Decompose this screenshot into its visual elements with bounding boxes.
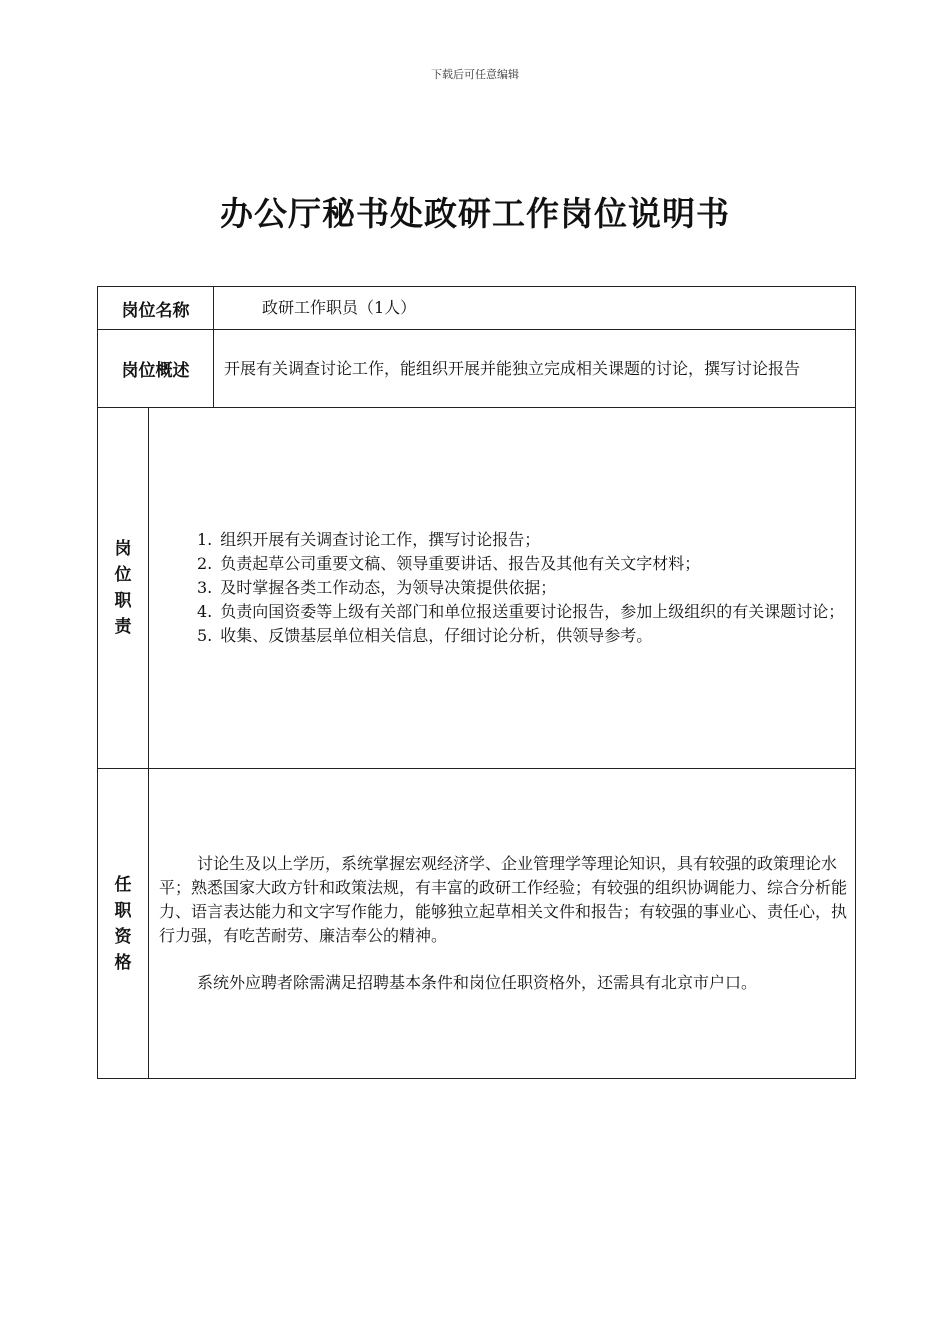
position-name-value: 政研工作职员（1人） — [214, 287, 856, 330]
row-duties — [98, 408, 856, 769]
duty-text: 负责向国资委等上级有关部门和单位报送重要讨论报告，参加上级组织的有关课题讨论； — [220, 602, 845, 621]
duty-number: 5. — [197, 626, 213, 645]
position-name-label: 岗位名称 — [98, 287, 214, 330]
duty-item — [157, 552, 847, 576]
row-position-name — [98, 287, 856, 330]
duties-content — [149, 408, 856, 769]
document-title: 办公厅秘书处政研工作岗位说明书 — [220, 194, 730, 233]
page-header-note: 下载后可任意编辑 — [431, 68, 519, 81]
duty-number: 1. — [197, 530, 213, 549]
qualifications-paragraph: 讨论生及以上学历，系统掌握宏观经济学、企业管理学等理论知识，具有较强的政策理论水平；熟悉国家大政方针和政策法规，有丰富的政研工作经验；有较强的组织协调能力、综合分析能力、语言表达能力和文字写作能力，能够独立起草相关文件和报告；有较强的事业心、责任心，执行力强，有吃苦耐劳、廉洁奉公的精神。 — [159, 854, 848, 945]
duty-number: 4. — [197, 602, 213, 621]
qualifications-paragraph: 系统外应聘者除需满足招聘基本条件和岗位任职资格外，还需具有北京市户口。 — [197, 973, 758, 992]
duty-text: 负责起草公司重要文稿、领导重要讲话、报告及其他有关文字材料； — [220, 554, 701, 573]
overview-value: 开展有关调查讨论工作，能组织开展并能独立完成相关课题的讨论，撰写讨论报告 — [214, 330, 856, 408]
job-description-table — [97, 286, 856, 1079]
duty-item — [157, 624, 847, 648]
duty-text: 收集、反馈基层单位相关信息，仔细讨论分析，供领导参考。 — [220, 626, 653, 645]
row-qualifications — [98, 769, 856, 1079]
duty-item — [157, 528, 847, 552]
duty-number: 2. — [197, 554, 213, 573]
duty-item — [157, 600, 847, 624]
duty-text: 及时掌握各类工作动态，为领导决策提供依据； — [220, 578, 557, 597]
row-overview — [98, 330, 856, 408]
qualifications-content — [149, 769, 856, 1079]
duties-label-cell — [98, 408, 149, 769]
qualifications-label: 任职资格 — [114, 874, 132, 973]
duties-label: 岗位职责 — [114, 539, 132, 637]
duty-item — [157, 576, 847, 600]
overview-label: 岗位概述 — [98, 330, 214, 408]
duty-text: 组织开展有关调查讨论工作，撰写讨论报告； — [220, 530, 541, 549]
qualifications-label-cell — [98, 769, 149, 1079]
duty-number: 3. — [197, 578, 213, 597]
duties-list — [157, 528, 847, 648]
